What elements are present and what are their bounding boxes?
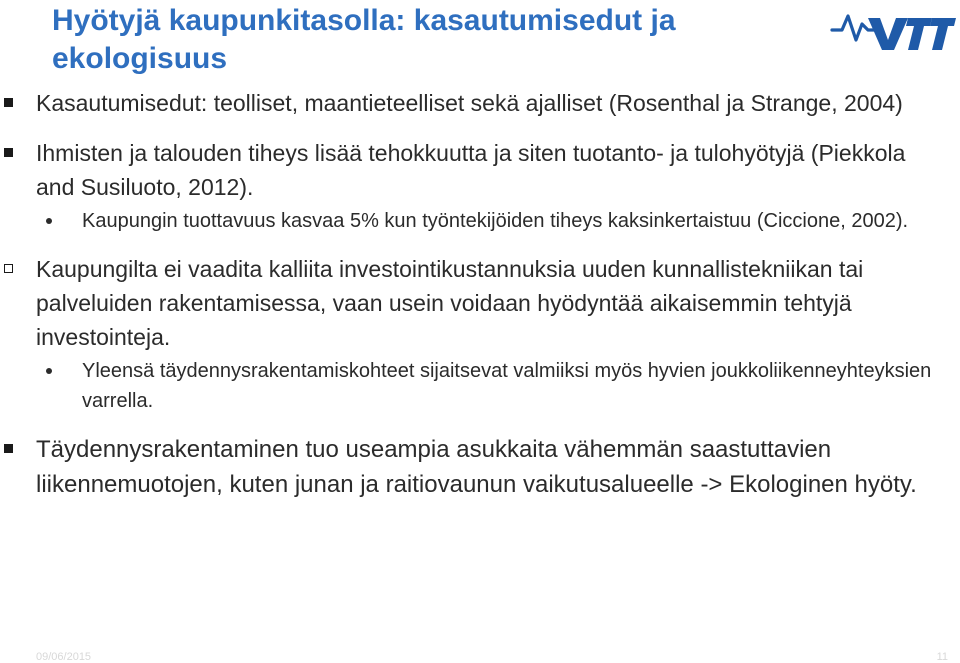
bullet-investments bbox=[0, 252, 960, 354]
slide-content bbox=[0, 86, 960, 502]
square-bullet-icon bbox=[4, 148, 13, 157]
square-bullet-icon bbox=[4, 264, 13, 273]
square-bullet-icon bbox=[4, 444, 13, 453]
sub-bullet-text: Kaupungin tuottavuus kasvaa 5% kun työntekijöiden tiheys kaksinkertaistuu (Ciccione, 2002). bbox=[82, 210, 909, 232]
bullet-text: Kasautumisedut: teolliset, maantieteelliset sekä ajalliset (Rosenthal ja Strange, 2004) bbox=[36, 90, 903, 116]
bullet-text: Ihmisten ja talouden tiheys lisää tehokkuutta ja siten tuotanto- ja tulohyötyjä (Piekkola and Susiluoto, 2012). bbox=[36, 140, 906, 200]
page-number: 11 bbox=[936, 651, 948, 663]
bullet-text: Täydennysrakentaminen tuo useampia asukkaita vähemmän saastuttavien liikennemuotojen, kuten junan ja raitiovaunun vaikutusalueelle -> Ekologinen hyöty. bbox=[36, 436, 917, 498]
bullet-density bbox=[0, 136, 960, 204]
square-bullet-icon bbox=[4, 98, 13, 107]
dot-bullet-icon bbox=[46, 218, 52, 224]
bullet-text: Kaupungilta ei vaadita kalliita investointikustannuksia uuden kunnallistekniikan tai palveluiden rakentamisessa, vaan usein voidaan hyödyntää aikaisemmin tehtyjä investointeja. bbox=[36, 256, 864, 350]
bullet-ecological bbox=[0, 432, 960, 502]
footer-date: 09/06/2015 bbox=[36, 651, 92, 663]
sub-bullet-text: Yleensä täydennysrakentamiskohteet sijaitsevat valmiiksi myös hyvien joukkoliikenneyhteyksien varrella. bbox=[82, 360, 932, 412]
vtt-logo bbox=[828, 4, 956, 52]
sub-bullet-productivity bbox=[0, 206, 960, 236]
bullet-agglomeration bbox=[0, 86, 960, 120]
sub-bullet-transit bbox=[0, 356, 960, 416]
slide-title: Hyötyjä kaupunkitasolla: kasautumisedut ja ekologisuus bbox=[52, 4, 676, 75]
dot-bullet-icon bbox=[46, 368, 52, 374]
